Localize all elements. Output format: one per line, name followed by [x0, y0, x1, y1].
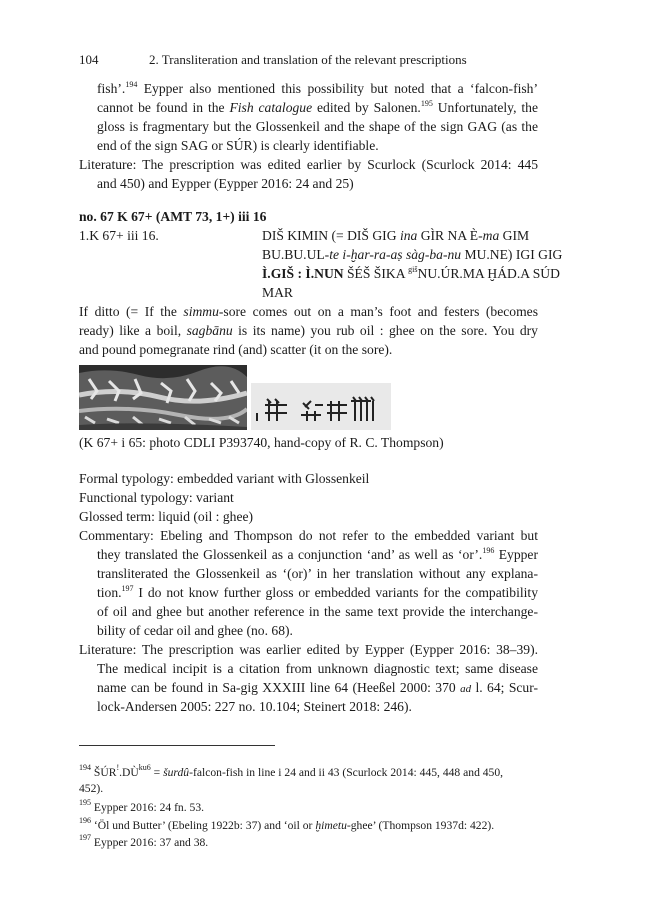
intro-line-1: fish’.$^{194}$ Eypper also mentioned this possibility but noted that a ‘falcon-fish’	[97, 80, 538, 96]
tablet-photo	[79, 365, 247, 430]
footnote-ref-195[interactable]: 195	[420, 99, 433, 108]
commentary-line-6: bility of cedar oil and ghee (no. 68).	[97, 623, 293, 638]
footnote-194: $^{194}$ $ŠÚR^!.DÙ^{ku6}$ = šurdû-falcon-fish in line i 24 and ii 43 (Scurlock 2014: 445, 448 and 450,	[79, 763, 504, 779]
intro-line-4: end of the sign SAG or SÚR) is clearly identifiable.	[97, 138, 379, 153]
chapter-title: 2. Transliteration and translation of the relevant prescriptions	[149, 52, 467, 67]
footnote-ref-194[interactable]: 194	[125, 80, 138, 89]
literature-line-1: Literature: The prescription was edited earlier by Scurlock (Scurlock 2014: 445	[79, 157, 538, 172]
footnote-divider	[79, 745, 275, 746]
translation-line-1: If ditto (= If the simmu-sore comes out on a man’s foot and festers (becomes	[79, 304, 538, 319]
intro-line-3: gloss is fragmentary but the Glossenkeil and the shape of the sign GAG (as the	[97, 119, 538, 134]
figure-caption: (K 67+ i 65: photo CDLI P393740, hand-copy of R. C. Thompson)	[79, 435, 444, 450]
literature-line-2: and 450) and Eypper (Eypper 2016: 24 and 25)	[97, 176, 354, 191]
page-number: 104	[79, 52, 99, 67]
functional-typology: Functional typology: variant	[79, 490, 234, 505]
transliteration-line-2: BU.BU.UL-te i-ḫar-ra-aṣ sàg-ba-nu MU.NE) IGI GIG	[262, 247, 563, 262]
transliteration-line-1: DIŠ KIMIN (= DIŠ GIG ina GÌR NA È-ma GIM	[262, 228, 530, 243]
literature-2-line-1: Literature: The prescription was earlier edited by Eypper (Eypper 2016: 38–39).	[79, 642, 538, 657]
entry-heading: no. 67 K 67+ (AMT 73, 1+) iii 16	[79, 209, 267, 224]
footnote-ref-197[interactable]: 197	[121, 584, 134, 593]
literature-2-line-2: The medical incipit is a citation from unknown diagnostic text; same disease	[97, 661, 538, 676]
footnote-ref-196[interactable]: 196	[482, 546, 495, 555]
commentary-line-2: they translated the Glossenkeil as a conjunction ‘and’ as well as ‘or’.$^{196}$ Eypper	[97, 546, 538, 562]
entry-label: 1.K 67+ iii 16.	[79, 228, 159, 243]
footnote-195: $^{195}$ Eypper 2016: 24 fn. 53.	[79, 798, 205, 814]
literature-2-line-3: name can be found in Sa-gig XXXIII line 64 (Heeßel 2000: 370 ad l. 64; Scur-	[97, 680, 538, 695]
footnote-197: $^{197}$ Eypper 2016: 37 and 38.	[79, 833, 209, 849]
literature-2-line-4: lock-Andersen 2005: 227 no. 10.104; Steinert 2018: 246).	[97, 699, 412, 714]
intro-line-2: cannot be found in the Fish catalogue edited by Salonen.$^{195}$ Unfortunately, the	[97, 99, 538, 115]
commentary-line-4: tion.$^{197}$ I do not know further gloss or embedded variants for the compatibility	[97, 584, 538, 600]
commentary-line-3: transliterated the Glossenkeil as ‘(or)’ in her translation without any explana-	[97, 566, 538, 581]
cuneiform-handcopy	[251, 383, 391, 430]
footnote-196: $^{196}$ ‘Öl und Butter’ (Ebeling 1922b: 37) and ‘oil or ḫimetu-ghee’ (Thompson 1937d: 422).	[79, 816, 495, 832]
formal-typology: Formal typology: embedded variant with Glossenkeil	[79, 471, 370, 486]
footnote-194-cont: 452).	[79, 782, 104, 795]
translation-line-3: and pound pomegranate rind (and) scatter (it on the sore).	[79, 342, 393, 357]
commentary-line-1: Commentary: Ebeling and Thompson do not refer to the embedded variant but	[79, 528, 538, 543]
transliteration-line-3: Ì.GIŠ : Ì.NUN ŠÉŠ ŠIKA $^{giš}$NU.ÚR.MA ḪÁD.A SÚD	[262, 265, 560, 281]
glossed-term: Glossed term: liquid (oil : ghee)	[79, 509, 254, 524]
translation-line-2: ready) like a boil, sagbānu is its name) you rub oil : ghee on the sore. You dry	[79, 323, 538, 338]
commentary-line-5: of oil and ghee but another reference in the same text provide the interchange-	[97, 604, 538, 619]
transliteration-line-4: MAR	[262, 285, 293, 300]
